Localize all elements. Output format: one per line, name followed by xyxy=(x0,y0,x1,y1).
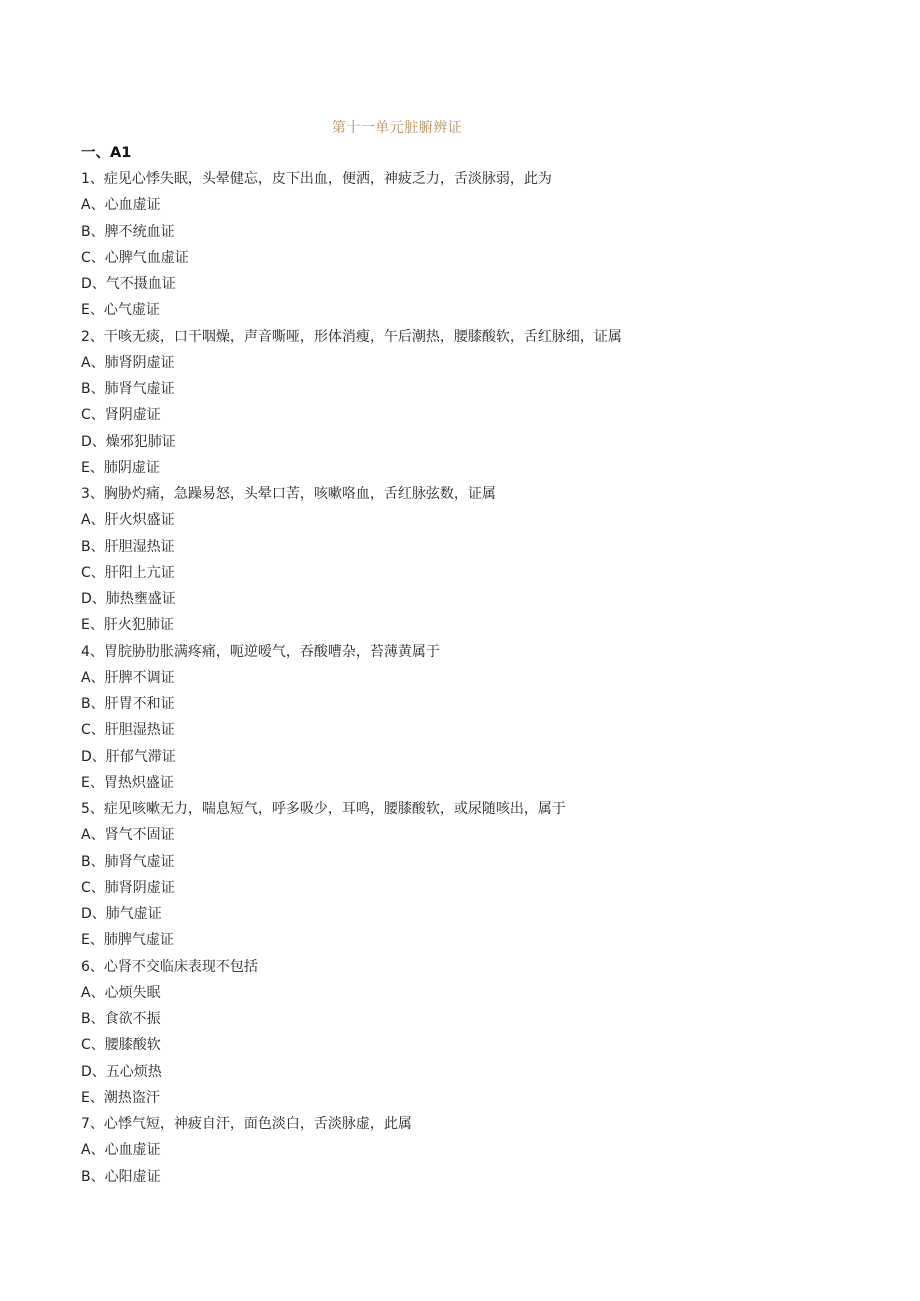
question-text: 干咳无痰，口干咽燥，声音嘶哑，形体消瘦，午后潮热，腰膝酸软，舌红脉细，证属 xyxy=(103,328,622,345)
answer-option xyxy=(81,1059,841,1085)
answer-option xyxy=(81,717,841,743)
option-key: E、 xyxy=(81,774,104,791)
answer-option xyxy=(81,770,841,796)
answer-option xyxy=(81,980,841,1006)
question-text: 症见心悸失眠，头晕健忘，皮下出血，便洒，神疲乏力，舌淡脉弱，此为 xyxy=(103,171,552,187)
answer-option xyxy=(81,691,841,717)
option-text: 肺脾气虚证 xyxy=(103,932,174,949)
answer-option xyxy=(81,849,841,875)
option-key: E、 xyxy=(81,1089,104,1106)
question-number: 1、 xyxy=(81,171,104,187)
answer-option xyxy=(81,875,841,901)
answer-option xyxy=(81,402,841,428)
option-key: A、 xyxy=(81,354,105,371)
option-text: 肝胆湿热证 xyxy=(104,722,175,739)
option-text: 心血虚证 xyxy=(104,197,161,214)
question-text: 心悸气短，神疲自汗，面色淡白，舌淡脉虚，此属 xyxy=(103,1116,412,1132)
question-list xyxy=(81,166,841,1190)
option-text: 心脾气血虚证 xyxy=(104,249,189,266)
question-number: 6、 xyxy=(81,958,104,975)
option-text: 心气虚证 xyxy=(103,302,160,319)
answer-option xyxy=(81,271,841,297)
answer-option xyxy=(81,586,841,612)
option-key: C、 xyxy=(81,407,105,424)
option-key: A、 xyxy=(81,984,105,1001)
option-key: A、 xyxy=(81,827,105,844)
option-text: 肝阳上亢证 xyxy=(104,564,175,581)
option-text: 五心烦热 xyxy=(105,1063,162,1080)
answer-option xyxy=(81,1085,841,1111)
option-text: 肾气不固证 xyxy=(104,827,175,844)
answer-option xyxy=(81,534,841,560)
question-number: 5、 xyxy=(81,801,104,817)
option-text: 肺肾气虚证 xyxy=(104,853,175,870)
option-text: 肝郁气滞证 xyxy=(105,748,176,765)
answer-option xyxy=(81,1006,841,1032)
option-key: E、 xyxy=(81,459,104,476)
question-text: 心肾不交临床表现不包括 xyxy=(103,958,258,975)
option-key: C、 xyxy=(81,564,105,581)
option-key: A、 xyxy=(81,669,105,686)
answer-option xyxy=(81,455,841,481)
option-text: 肺肾阴虚证 xyxy=(104,879,175,896)
question-stem xyxy=(81,166,841,192)
option-key: D、 xyxy=(81,748,106,765)
option-text: 肝脾不调证 xyxy=(104,669,175,686)
answer-option xyxy=(81,297,841,323)
document-content xyxy=(81,140,841,1190)
option-text: 心血虚证 xyxy=(104,1142,161,1159)
answer-option xyxy=(81,245,841,271)
section-heading: 一、A1 xyxy=(81,145,132,161)
answer-option xyxy=(81,901,841,927)
option-text: 潮热盗汗 xyxy=(103,1089,160,1106)
option-key: D、 xyxy=(81,1063,106,1080)
option-text: 心阳虚证 xyxy=(104,1168,161,1185)
option-key: A、 xyxy=(81,197,105,214)
answer-option xyxy=(81,192,841,218)
option-text: 燥邪犯肺证 xyxy=(105,433,176,450)
answer-option xyxy=(81,612,841,638)
option-key: B、 xyxy=(81,381,105,397)
option-key: C、 xyxy=(81,249,105,266)
answer-option xyxy=(81,665,841,691)
answer-option xyxy=(81,822,841,848)
answer-option xyxy=(81,927,841,953)
question-number: 7、 xyxy=(81,1116,104,1132)
answer-option xyxy=(81,219,841,245)
option-text: 腰膝酸软 xyxy=(104,1037,161,1054)
question-stem xyxy=(81,1111,841,1137)
option-text: 肝胆湿热证 xyxy=(104,538,175,555)
option-text: 肺肾阴虚证 xyxy=(104,354,175,371)
question-stem xyxy=(81,639,841,665)
option-key: A、 xyxy=(81,512,105,529)
option-text: 气不摄血证 xyxy=(105,276,176,292)
option-key: B、 xyxy=(81,1011,105,1027)
option-key: B、 xyxy=(81,853,105,870)
option-key: B、 xyxy=(81,538,105,555)
answer-option xyxy=(81,376,841,402)
option-text: 肺阴虚证 xyxy=(103,459,160,476)
answer-option xyxy=(81,429,841,455)
document-title: 第十一单元脏腑辨证 xyxy=(331,120,463,136)
question-stem xyxy=(81,324,841,350)
option-key: E、 xyxy=(81,932,104,949)
option-key: B、 xyxy=(81,1168,105,1185)
option-text: 肾阴虚证 xyxy=(104,407,161,424)
answer-option xyxy=(81,350,841,376)
option-key: D、 xyxy=(81,591,106,607)
option-text: 肝火炽盛证 xyxy=(104,512,175,529)
option-text: 胃热炽盛证 xyxy=(103,774,174,791)
option-key: E、 xyxy=(81,302,104,319)
answer-option xyxy=(81,507,841,533)
answer-option xyxy=(81,744,841,770)
option-text: 脾不统血证 xyxy=(104,223,175,240)
question-number: 3、 xyxy=(81,486,104,502)
option-text: 心烦失眠 xyxy=(104,984,161,1001)
option-key: B、 xyxy=(81,223,105,240)
question-stem xyxy=(81,954,841,980)
option-text: 肺肾气虚证 xyxy=(104,381,175,397)
option-key: E、 xyxy=(81,617,104,634)
option-text: 肺气虚证 xyxy=(105,906,162,922)
answer-option xyxy=(81,1164,841,1190)
question-text: 胸胁灼痛，急躁易怒，头晕口苦，咳嗽咯血，舌红脉弦数，证属 xyxy=(103,486,496,502)
option-key: D、 xyxy=(81,433,106,450)
question-stem xyxy=(81,481,841,507)
option-key: C、 xyxy=(81,1037,105,1054)
option-text: 肺热壅盛证 xyxy=(105,591,176,607)
answer-option xyxy=(81,1032,841,1058)
question-number: 4、 xyxy=(81,643,104,660)
answer-option xyxy=(81,560,841,586)
option-key: C、 xyxy=(81,879,105,896)
option-text: 食欲不振 xyxy=(104,1011,161,1027)
option-key: C、 xyxy=(81,722,105,739)
option-key: B、 xyxy=(81,696,105,712)
question-text: 胃脘胁肋胀满疼痛，呃逆嗳气，吞酸嘈杂，苔薄黄属于 xyxy=(103,643,440,660)
option-key: D、 xyxy=(81,276,106,292)
option-text: 肝胃不和证 xyxy=(104,696,175,712)
question-number: 2、 xyxy=(81,328,104,345)
option-text: 肝火犯肺证 xyxy=(103,617,174,634)
question-text: 症见咳嗽无力，喘息短气，呼多吸少，耳鸣，腰膝酸软，或尿随咳出，属于 xyxy=(103,801,566,817)
question-stem xyxy=(81,796,841,822)
answer-option xyxy=(81,1137,841,1163)
option-key: D、 xyxy=(81,906,106,922)
option-key: A、 xyxy=(81,1142,105,1159)
